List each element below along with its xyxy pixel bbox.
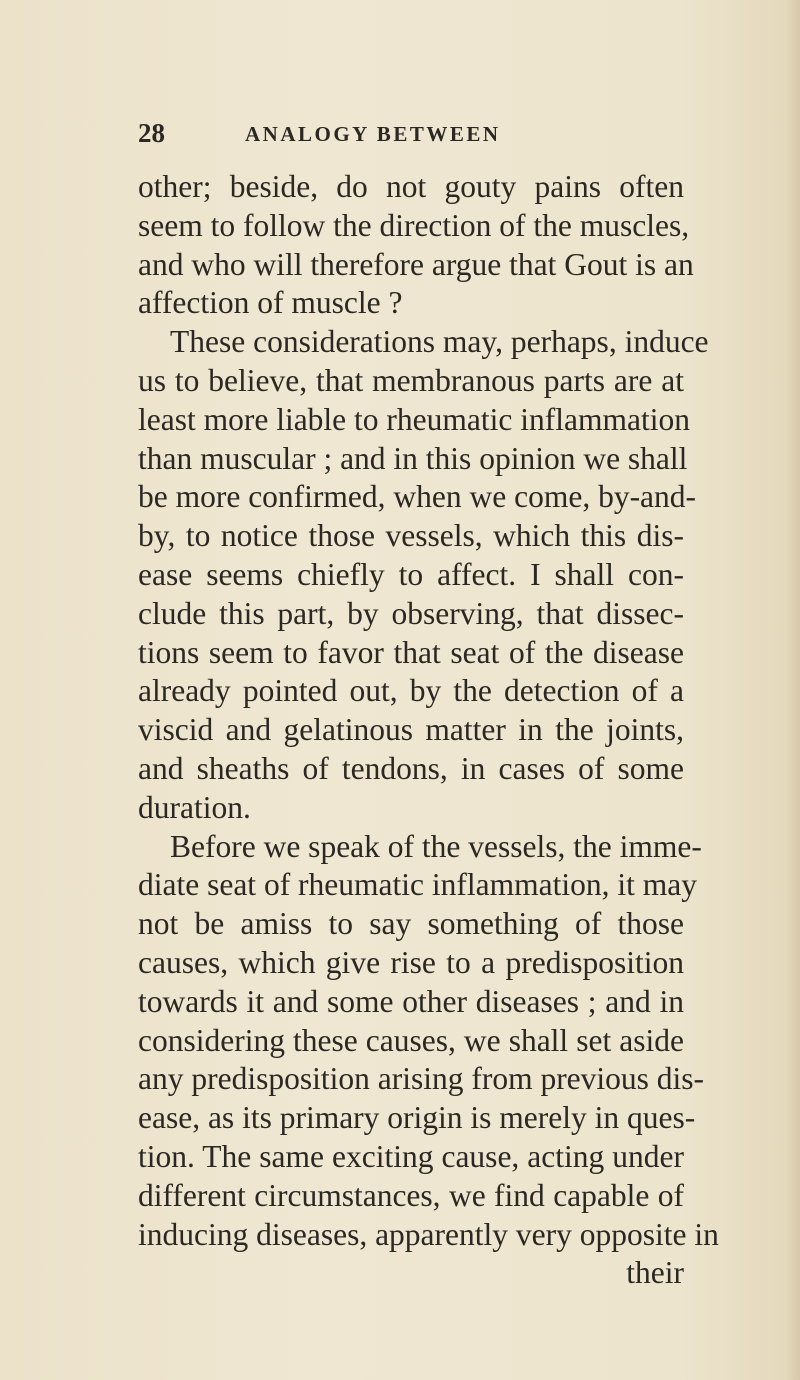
text-line: different circumstances, we find capable of: [138, 1177, 684, 1213]
catchword: their: [626, 1255, 684, 1291]
text-line: clude this part, by observing, that dissec-: [138, 595, 684, 631]
text-line: and who will therefore argue that Gout is an: [138, 246, 694, 282]
text-line: causes, which give rise to a predisposition: [138, 944, 684, 980]
page-edge-shadow: [786, 0, 800, 1380]
text-line: towards it and some other diseases ; and in: [138, 983, 684, 1019]
body-text: [138, 168, 719, 1293]
paragraph-start-line: These considerations may, perhaps, induce: [170, 324, 709, 360]
text-line: seem to follow the direction of the muscles,: [138, 207, 690, 243]
text-line: least more liable to rheumatic inflammation: [138, 401, 690, 437]
text-line: us to believe, that membranous parts are at: [138, 362, 684, 398]
text-line: already pointed out, by the detection of a: [138, 673, 684, 709]
text-line: inducing diseases, apparently very opposite in: [138, 1216, 719, 1252]
text-line: tions seem to favor that seat of the disease: [138, 634, 684, 670]
text-line: ease, as its primary origin is merely in ques-: [138, 1100, 696, 1136]
page-number: 28: [138, 118, 165, 148]
text-line: than muscular ; and in this opinion we shall: [138, 440, 688, 476]
text-line: viscid and gelatinous matter in the joints,: [138, 712, 684, 748]
paragraph-start-line: Before we speak of the vessels, the imme-: [170, 828, 702, 864]
page-header: [138, 118, 678, 154]
text-line: and sheaths of tendons, in cases of some: [138, 750, 684, 786]
text-line: ease seems chiefly to affect. I shall con-: [138, 556, 684, 592]
text-line: duration.: [138, 789, 251, 825]
running-head: ANALOGY BETWEEN: [245, 122, 501, 146]
text-line: be more confirmed, when we come, by-and-: [138, 479, 697, 515]
text-line: any predisposition arising from previous dis-: [138, 1061, 705, 1097]
text-line: by, to notice those vessels, which this dis-: [138, 518, 684, 554]
text-line: tion. The same exciting cause, acting under: [138, 1138, 684, 1174]
text-line: other; beside, do not gouty pains often: [138, 169, 684, 204]
text-line: affection of muscle ?: [138, 285, 403, 321]
text-line: considering these causes, we shall set aside: [138, 1022, 684, 1058]
text-line: diate seat of rheumatic inflammation, it may: [138, 867, 697, 903]
text-line: not be amiss to say something of those: [138, 906, 684, 942]
